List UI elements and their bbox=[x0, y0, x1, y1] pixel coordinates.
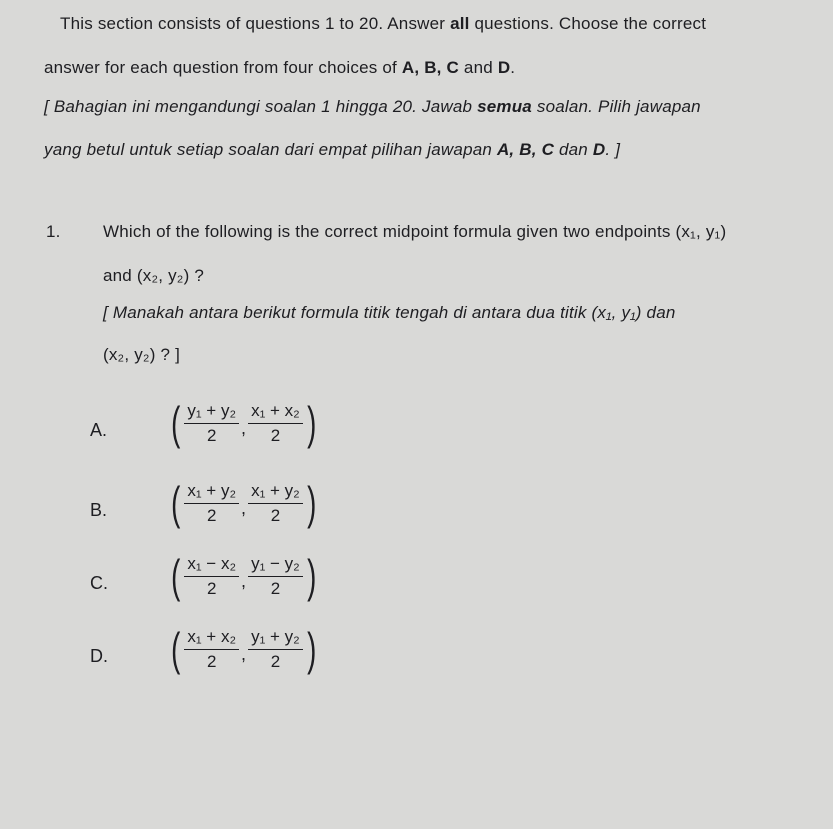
fraction-x bbox=[184, 481, 239, 526]
option-letter: C. bbox=[90, 573, 108, 593]
right-paren: ) bbox=[306, 477, 317, 529]
question-en-line-1: Which of the following is the correct midpoint formula given two endpoints (x₁, y₁) bbox=[103, 222, 727, 241]
option-letter: D. bbox=[90, 646, 108, 666]
text-bold: semua bbox=[477, 97, 532, 116]
left-paren: ( bbox=[171, 397, 181, 449]
question-ms-line-2: (x₂, y₂) ? ] bbox=[103, 345, 180, 364]
denominator: 2 bbox=[270, 578, 281, 598]
comma: , bbox=[241, 417, 247, 438]
fraction-y bbox=[248, 481, 303, 526]
comma: , bbox=[241, 497, 247, 518]
left-paren: ( bbox=[171, 623, 181, 675]
numerator: y₁ + y₂ bbox=[184, 401, 239, 424]
instruction-ms-line-1 bbox=[44, 97, 701, 117]
denominator: 2 bbox=[206, 505, 217, 525]
text-bold: A, B, C bbox=[401, 58, 459, 77]
text: questions. Choose the correct bbox=[469, 14, 707, 33]
right-paren: ) bbox=[306, 397, 317, 449]
fraction-x bbox=[184, 401, 239, 446]
denominator: 2 bbox=[270, 651, 281, 671]
numerator: x₁ + x₂ bbox=[184, 627, 239, 650]
numerator: x₁ + x₂ bbox=[248, 401, 303, 424]
text-bold: D bbox=[497, 58, 511, 77]
option-expression bbox=[168, 477, 319, 529]
denominator: 2 bbox=[206, 651, 217, 671]
denominator: 2 bbox=[270, 505, 281, 525]
text: and bbox=[459, 58, 498, 77]
question-ms-line-1: [ Manakah antara berikut formula titik tengah di antara dua titik (x₁, y₁) dan bbox=[103, 303, 676, 322]
text: . bbox=[510, 58, 516, 77]
comma: , bbox=[241, 643, 247, 664]
instruction-en-line-1 bbox=[60, 14, 706, 34]
denominator: 2 bbox=[206, 578, 217, 598]
question-number: 1. bbox=[46, 222, 61, 241]
left-paren: ( bbox=[171, 550, 181, 602]
numerator: y₁ − y₂ bbox=[248, 554, 303, 577]
comma: , bbox=[241, 570, 247, 591]
question-en-line-2: and (x₂, y₂) ? bbox=[103, 266, 205, 285]
numerator: x₁ + y₂ bbox=[184, 481, 239, 504]
option-letter: A. bbox=[90, 420, 108, 440]
text: dan bbox=[554, 140, 593, 159]
instruction-ms-line-2 bbox=[44, 140, 620, 160]
text: . ] bbox=[605, 140, 621, 159]
option-expression bbox=[168, 550, 319, 602]
numerator: x₁ − x₂ bbox=[184, 554, 239, 577]
text-bold: D bbox=[592, 140, 606, 159]
numerator: y₁ + y₂ bbox=[248, 627, 303, 650]
right-paren: ) bbox=[306, 623, 317, 675]
instruction-en-line-2 bbox=[44, 58, 515, 78]
denominator: 2 bbox=[270, 425, 281, 445]
option-expression bbox=[168, 623, 319, 675]
option-expression bbox=[168, 397, 319, 449]
text: [ Bahagian ini mengandungi soalan 1 hingga 20. Jawab bbox=[44, 97, 478, 116]
text: answer for each question from four choices of bbox=[44, 58, 402, 77]
denominator: 2 bbox=[206, 425, 217, 445]
fraction-x bbox=[184, 627, 239, 672]
left-paren: ( bbox=[171, 477, 181, 529]
fraction-y bbox=[248, 401, 303, 446]
fraction-y bbox=[248, 627, 303, 672]
text: This section consists of questions 1 to 20. Answer bbox=[60, 14, 451, 33]
fraction-y bbox=[248, 554, 303, 599]
text-bold: all bbox=[450, 14, 470, 33]
right-paren: ) bbox=[306, 550, 317, 602]
numerator: x₁ + y₂ bbox=[248, 481, 303, 504]
fraction-x bbox=[184, 554, 239, 599]
text: yang betul untuk setiap soalan dari empat pilihan jawapan bbox=[44, 140, 497, 159]
text: soalan. Pilih jawapan bbox=[531, 97, 701, 116]
text-bold: A, B, C bbox=[496, 140, 555, 159]
option-letter: B. bbox=[90, 500, 108, 520]
